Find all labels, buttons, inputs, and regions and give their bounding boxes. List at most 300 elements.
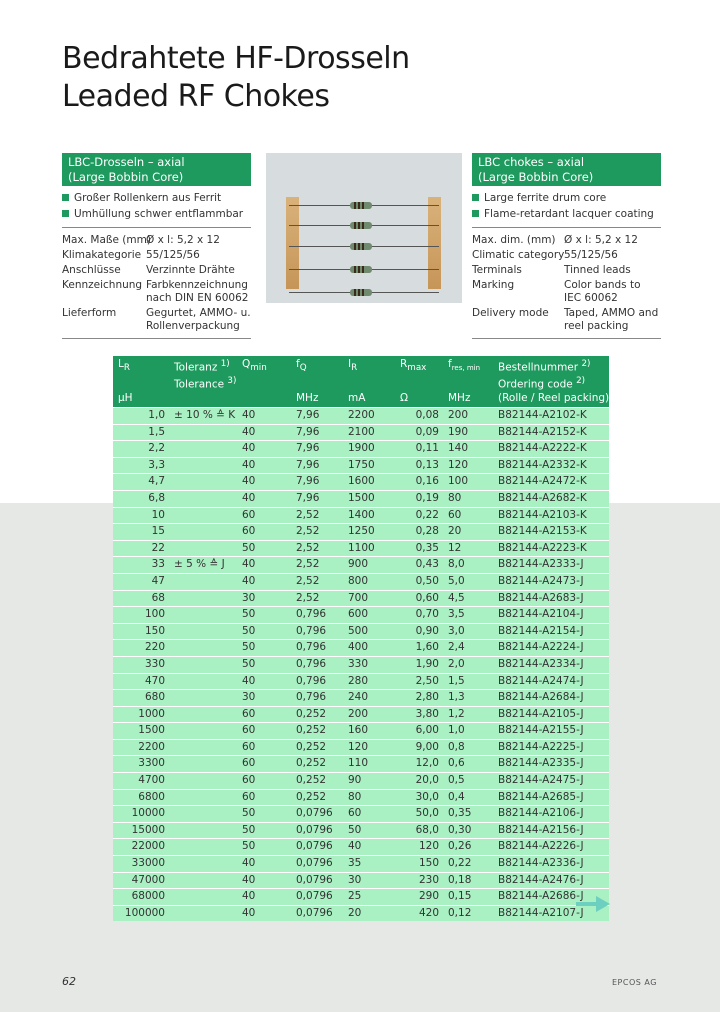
cell-qmin: 30 xyxy=(237,690,291,707)
table-row xyxy=(113,573,609,590)
cell-tolerance xyxy=(169,723,237,740)
title-english: Leaded RF Chokes xyxy=(62,79,330,114)
cell-ordering-code: B82144-A2102-K xyxy=(493,408,609,425)
cell-inductance: 68 xyxy=(113,590,169,607)
cell-ir: 800 xyxy=(343,573,395,590)
cell-rmax: 9,00 xyxy=(395,739,443,756)
cell-fq: 0,252 xyxy=(291,789,343,806)
cell-fres: 1,3 xyxy=(443,690,493,707)
cell-tolerance xyxy=(169,789,237,806)
cell-fq: 7,96 xyxy=(291,424,343,441)
unit-inductance: µH xyxy=(113,391,169,408)
cell-fq: 2,52 xyxy=(291,507,343,524)
page-title xyxy=(62,40,410,116)
table-row xyxy=(113,789,609,806)
cell-rmax: 0,11 xyxy=(395,441,443,458)
cell-tolerance xyxy=(169,640,237,657)
cell-fres: 12 xyxy=(443,540,493,557)
right-bullet-1: Large ferrite drum core xyxy=(472,190,606,206)
cell-rmax: 0,28 xyxy=(395,524,443,541)
unit-fq: MHz xyxy=(291,391,343,408)
cell-fq: 0,796 xyxy=(291,607,343,624)
cell-fres: 2,0 xyxy=(443,656,493,673)
cell-qmin: 40 xyxy=(237,872,291,889)
cell-inductance: 47000 xyxy=(113,872,169,889)
cell-ordering-code: B82144-A2224-J xyxy=(493,640,609,657)
cell-inductance: 47 xyxy=(113,573,169,590)
cell-fq: 0,796 xyxy=(291,656,343,673)
cell-fq: 0,252 xyxy=(291,706,343,723)
cell-fq: 7,96 xyxy=(291,490,343,507)
cell-fq: 0,0796 xyxy=(291,822,343,839)
cell-inductance: 10000 xyxy=(113,806,169,823)
header-ordering-code: Bestellnummer $^{2)}$ Ordering code $^{2)}$ xyxy=(493,356,609,391)
cell-rmax: 1,90 xyxy=(395,656,443,673)
table-row xyxy=(113,690,609,707)
cell-qmin: 30 xyxy=(237,590,291,607)
right-divider-bottom xyxy=(472,338,661,339)
cell-ordering-code: B82144-A2685-J xyxy=(493,789,609,806)
table-row xyxy=(113,723,609,740)
cell-inductance: 10 xyxy=(113,507,169,524)
cell-ir: 1250 xyxy=(343,524,395,541)
table-row xyxy=(113,474,609,491)
tape-strip-left xyxy=(286,197,299,289)
table-row xyxy=(113,557,609,574)
cell-ir: 35 xyxy=(343,856,395,873)
cell-ordering-code: B82144-A2332-K xyxy=(493,457,609,474)
cell-rmax: 1,60 xyxy=(395,640,443,657)
cell-ordering-code: B82144-A2686-J xyxy=(493,889,609,906)
cell-qmin: 50 xyxy=(237,839,291,856)
cell-fq: 7,96 xyxy=(291,457,343,474)
page-number: 62 xyxy=(62,975,76,988)
cell-ir: 200 xyxy=(343,706,395,723)
table-row xyxy=(113,872,609,889)
cell-qmin: 50 xyxy=(237,607,291,624)
cell-tolerance xyxy=(169,573,237,590)
bullet-square-icon xyxy=(62,210,69,217)
table-row xyxy=(113,457,609,474)
cell-ordering-code: B82144-A2475-J xyxy=(493,773,609,790)
cell-ordering-code: B82144-A2476-J xyxy=(493,872,609,889)
cell-qmin: 60 xyxy=(237,739,291,756)
header-fq: $f_Q$ xyxy=(291,356,343,391)
cell-fres: 3,5 xyxy=(443,607,493,624)
cell-rmax: 0,09 xyxy=(395,424,443,441)
tape-strip-right xyxy=(428,197,441,289)
cell-tolerance: ± 10 % ≙ K xyxy=(169,408,237,425)
cell-qmin: 40 xyxy=(237,557,291,574)
cell-inductance: 1,0 xyxy=(113,408,169,425)
cell-qmin: 40 xyxy=(237,889,291,906)
table-row xyxy=(113,905,609,921)
cell-fres: 190 xyxy=(443,424,493,441)
cell-inductance: 6,8 xyxy=(113,490,169,507)
cell-inductance: 33000 xyxy=(113,856,169,873)
right-divider-top xyxy=(472,227,661,228)
cell-tolerance xyxy=(169,540,237,557)
header-fres: $f_{res, min}$ xyxy=(443,356,493,391)
cell-fres: 0,26 xyxy=(443,839,493,856)
cell-fq: 2,52 xyxy=(291,590,343,607)
cell-ir: 1100 xyxy=(343,540,395,557)
cell-tolerance xyxy=(169,673,237,690)
cell-inductance: 3,3 xyxy=(113,457,169,474)
unit-ir: mA xyxy=(343,391,395,408)
cell-ir: 700 xyxy=(343,590,395,607)
cell-rmax: 0,70 xyxy=(395,607,443,624)
cell-inductance: 22 xyxy=(113,540,169,557)
table-row xyxy=(113,524,609,541)
cell-qmin: 60 xyxy=(237,789,291,806)
cell-ordering-code: B82144-A2472-K xyxy=(493,474,609,491)
choke-component xyxy=(350,289,372,296)
cell-tolerance xyxy=(169,507,237,524)
cell-rmax: 12,0 xyxy=(395,756,443,773)
cell-tolerance xyxy=(169,690,237,707)
cell-fres: 60 xyxy=(443,507,493,524)
table-row xyxy=(113,673,609,690)
cell-qmin: 50 xyxy=(237,822,291,839)
cell-ordering-code: B82144-A2684-J xyxy=(493,690,609,707)
cell-fq: 2,52 xyxy=(291,540,343,557)
cell-fq: 0,0796 xyxy=(291,905,343,921)
header-rmax: $R_{max}$ xyxy=(395,356,443,391)
cell-qmin: 50 xyxy=(237,806,291,823)
choke-component xyxy=(350,222,372,229)
table-row xyxy=(113,540,609,557)
cell-qmin: 40 xyxy=(237,673,291,690)
cell-tolerance xyxy=(169,756,237,773)
cell-fres: 0,30 xyxy=(443,822,493,839)
cell-rmax: 2,50 xyxy=(395,673,443,690)
next-page-arrow-icon xyxy=(576,896,610,912)
cell-ir: 30 xyxy=(343,872,395,889)
cell-tolerance xyxy=(169,872,237,889)
cell-ir: 90 xyxy=(343,773,395,790)
header-qmin: $Q_{min}$ xyxy=(237,356,291,408)
cell-fres: 140 xyxy=(443,441,493,458)
cell-qmin: 40 xyxy=(237,573,291,590)
cell-ir: 160 xyxy=(343,723,395,740)
cell-ir: 2100 xyxy=(343,424,395,441)
cell-tolerance xyxy=(169,457,237,474)
right-bullet-2: Flame-retardant lacquer coating xyxy=(472,206,654,222)
cell-fres: 3,0 xyxy=(443,623,493,640)
cell-fq: 2,52 xyxy=(291,557,343,574)
cell-rmax: 68,0 xyxy=(395,822,443,839)
cell-ordering-code: B82144-A2333-J xyxy=(493,557,609,574)
cell-ir: 110 xyxy=(343,756,395,773)
cell-tolerance xyxy=(169,474,237,491)
table-row xyxy=(113,889,609,906)
table-row xyxy=(113,706,609,723)
header-inductance: $L_R$ xyxy=(113,356,169,391)
cell-ordering-code: B82144-A2154-J xyxy=(493,623,609,640)
cell-qmin: 40 xyxy=(237,441,291,458)
cell-ordering-code: B82144-A2334-J xyxy=(493,656,609,673)
cell-qmin: 40 xyxy=(237,408,291,425)
cell-ir: 600 xyxy=(343,607,395,624)
cell-fq: 0,252 xyxy=(291,739,343,756)
cell-tolerance xyxy=(169,441,237,458)
cell-ordering-code: B82144-A2222-K xyxy=(493,441,609,458)
cell-inductance: 2200 xyxy=(113,739,169,756)
cell-inductance: 100 xyxy=(113,607,169,624)
cell-fq: 0,252 xyxy=(291,756,343,773)
cell-tolerance xyxy=(169,623,237,640)
table-row xyxy=(113,822,609,839)
cell-fres: 4,5 xyxy=(443,590,493,607)
cell-qmin: 50 xyxy=(237,540,291,557)
title-german: Bedrahtete HF-Drosseln xyxy=(62,41,410,76)
cell-rmax: 0,22 xyxy=(395,507,443,524)
cell-fq: 0,252 xyxy=(291,723,343,740)
cell-fres: 120 xyxy=(443,457,493,474)
cell-fres: 0,4 xyxy=(443,789,493,806)
left-divider-top xyxy=(62,227,251,228)
unit-fres: MHz xyxy=(443,391,493,408)
cell-rmax: 6,00 xyxy=(395,723,443,740)
cell-qmin: 60 xyxy=(237,524,291,541)
header-tolerance: Toleranz $^{1)}$ Tolerance $^{3)}$ xyxy=(169,356,237,408)
table-row xyxy=(113,490,609,507)
cell-tolerance xyxy=(169,739,237,756)
left-bullet-1: Großer Rollenkern aus Ferrit xyxy=(62,190,221,206)
cell-fres: 0,35 xyxy=(443,806,493,823)
product-photo xyxy=(266,153,462,303)
cell-tolerance xyxy=(169,889,237,906)
cell-fres: 20 xyxy=(443,524,493,541)
cell-fq: 7,96 xyxy=(291,441,343,458)
table-row xyxy=(113,640,609,657)
cell-rmax: 30,0 xyxy=(395,789,443,806)
cell-fq: 0,0796 xyxy=(291,872,343,889)
table-row xyxy=(113,756,609,773)
cell-ordering-code: B82144-A2473-J xyxy=(493,573,609,590)
header-ir: $I_R$ xyxy=(343,356,395,391)
table-row xyxy=(113,607,609,624)
cell-ir: 400 xyxy=(343,640,395,657)
cell-qmin: 60 xyxy=(237,507,291,524)
cell-rmax: 230 xyxy=(395,872,443,889)
cell-qmin: 40 xyxy=(237,856,291,873)
cell-tolerance xyxy=(169,856,237,873)
cell-inductance: 4700 xyxy=(113,773,169,790)
table-row xyxy=(113,839,609,856)
cell-fres: 8,0 xyxy=(443,557,493,574)
cell-inductance: 4,7 xyxy=(113,474,169,491)
cell-inductance: 33 xyxy=(113,557,169,574)
cell-ordering-code: B82144-A2153-K xyxy=(493,524,609,541)
cell-ir: 1750 xyxy=(343,457,395,474)
cell-ir: 500 xyxy=(343,623,395,640)
cell-inductance: 15000 xyxy=(113,822,169,839)
cell-ordering-code: B82144-A2683-J xyxy=(493,590,609,607)
cell-inductance: 6800 xyxy=(113,789,169,806)
cell-tolerance xyxy=(169,524,237,541)
packing-note: (Rolle / Reel packing) xyxy=(493,391,609,408)
cell-ir: 20 xyxy=(343,905,395,921)
cell-qmin: 40 xyxy=(237,905,291,921)
cell-inductance: 470 xyxy=(113,673,169,690)
cell-fq: 0,796 xyxy=(291,623,343,640)
cell-ir: 60 xyxy=(343,806,395,823)
cell-rmax: 0,35 xyxy=(395,540,443,557)
choke-component xyxy=(350,266,372,273)
brand-footer: EPCOS AG xyxy=(612,978,657,987)
cell-fq: 0,0796 xyxy=(291,856,343,873)
cell-qmin: 60 xyxy=(237,773,291,790)
table-row xyxy=(113,806,609,823)
left-divider-bottom xyxy=(62,338,251,339)
chokes-table xyxy=(113,356,609,921)
cell-ordering-code: B82144-A2223-K xyxy=(493,540,609,557)
cell-fq: 2,52 xyxy=(291,573,343,590)
cell-ir: 40 xyxy=(343,839,395,856)
cell-rmax: 3,80 xyxy=(395,706,443,723)
cell-qmin: 40 xyxy=(237,474,291,491)
cell-fq: 0,0796 xyxy=(291,889,343,906)
cell-fres: 1,0 xyxy=(443,723,493,740)
cell-ordering-code: B82144-A2474-J xyxy=(493,673,609,690)
table-row xyxy=(113,856,609,873)
cell-qmin: 40 xyxy=(237,490,291,507)
cell-fq: 0,0796 xyxy=(291,806,343,823)
cell-inductance: 330 xyxy=(113,656,169,673)
cell-qmin: 50 xyxy=(237,656,291,673)
cell-inductance: 100000 xyxy=(113,905,169,921)
cell-ordering-code: B82144-A2156-J xyxy=(493,822,609,839)
cell-inductance: 15 xyxy=(113,524,169,541)
cell-inductance: 1500 xyxy=(113,723,169,740)
cell-rmax: 120 xyxy=(395,839,443,856)
cell-fq: 2,52 xyxy=(291,524,343,541)
cell-ordering-code: B82144-A2155-J xyxy=(493,723,609,740)
cell-fres: 0,5 xyxy=(443,773,493,790)
table-row xyxy=(113,408,609,425)
cell-inductance: 68000 xyxy=(113,889,169,906)
cell-inductance: 150 xyxy=(113,623,169,640)
cell-ordering-code: B82144-A2103-K xyxy=(493,507,609,524)
cell-inductance: 22000 xyxy=(113,839,169,856)
cell-rmax: 50,0 xyxy=(395,806,443,823)
cell-ir: 240 xyxy=(343,690,395,707)
cell-rmax: 20,0 xyxy=(395,773,443,790)
cell-ordering-code: B82144-A2105-J xyxy=(493,706,609,723)
cell-tolerance xyxy=(169,490,237,507)
cell-fres: 0,6 xyxy=(443,756,493,773)
cell-inductance: 3300 xyxy=(113,756,169,773)
cell-ordering-code: B82144-A2335-J xyxy=(493,756,609,773)
cell-fq: 0,796 xyxy=(291,640,343,657)
cell-fres: 5,0 xyxy=(443,573,493,590)
cell-ordering-code: B82144-A2336-J xyxy=(493,856,609,873)
cell-tolerance xyxy=(169,806,237,823)
cell-inductance: 1000 xyxy=(113,706,169,723)
bullet-square-icon xyxy=(472,210,479,217)
cell-fres: 1,5 xyxy=(443,673,493,690)
cell-qmin: 40 xyxy=(237,424,291,441)
cell-qmin: 60 xyxy=(237,706,291,723)
choke-component xyxy=(350,243,372,250)
cell-tolerance xyxy=(169,905,237,921)
cell-tolerance xyxy=(169,706,237,723)
cell-rmax: 0,50 xyxy=(395,573,443,590)
cell-tolerance xyxy=(169,590,237,607)
cell-fq: 0,796 xyxy=(291,690,343,707)
cell-ir: 330 xyxy=(343,656,395,673)
cell-fres: 0,12 xyxy=(443,905,493,921)
cell-fres: 0,8 xyxy=(443,739,493,756)
cell-ir: 80 xyxy=(343,789,395,806)
cell-ordering-code: B82144-A2104-J xyxy=(493,607,609,624)
cell-rmax: 0,16 xyxy=(395,474,443,491)
table-row xyxy=(113,441,609,458)
table-row xyxy=(113,739,609,756)
cell-fres: 0,22 xyxy=(443,856,493,873)
cell-qmin: 60 xyxy=(237,756,291,773)
cell-ordering-code: B82144-A2152-K xyxy=(493,424,609,441)
left-box-heading: LBC-Drosseln – axial (Large Bobbin Core) xyxy=(62,153,251,186)
cell-ir: 50 xyxy=(343,822,395,839)
cell-ordering-code: B82144-A2682-K xyxy=(493,490,609,507)
cell-tolerance: ± 5 % ≙ J xyxy=(169,557,237,574)
bullet-square-icon xyxy=(62,194,69,201)
unit-rmax: Ω xyxy=(395,391,443,408)
cell-ir: 900 xyxy=(343,557,395,574)
table-row xyxy=(113,773,609,790)
cell-tolerance xyxy=(169,607,237,624)
cell-ordering-code: B82144-A2226-J xyxy=(493,839,609,856)
right-box-heading: LBC chokes – axial (Large Bobbin Core) xyxy=(472,153,661,186)
cell-qmin: 50 xyxy=(237,623,291,640)
cell-qmin: 40 xyxy=(237,457,291,474)
cell-ir: 1400 xyxy=(343,507,395,524)
table-row xyxy=(113,656,609,673)
cell-ir: 1900 xyxy=(343,441,395,458)
cell-fres: 2,4 xyxy=(443,640,493,657)
table-row xyxy=(113,507,609,524)
cell-ordering-code: B82144-A2107-J xyxy=(493,905,609,921)
left-bullet-2: Umhüllung schwer entflammbar xyxy=(62,206,243,222)
cell-fq: 0,796 xyxy=(291,673,343,690)
choke-component xyxy=(350,202,372,209)
table-row xyxy=(113,623,609,640)
cell-rmax: 420 xyxy=(395,905,443,921)
cell-inductance: 1,5 xyxy=(113,424,169,441)
cell-ordering-code: B82144-A2225-J xyxy=(493,739,609,756)
cell-qmin: 50 xyxy=(237,640,291,657)
cell-fq: 0,252 xyxy=(291,773,343,790)
cell-fres: 0,18 xyxy=(443,872,493,889)
cell-tolerance xyxy=(169,822,237,839)
cell-fq: 7,96 xyxy=(291,474,343,491)
cell-rmax: 150 xyxy=(395,856,443,873)
cell-tolerance xyxy=(169,424,237,441)
cell-ir: 280 xyxy=(343,673,395,690)
cell-inductance: 2,2 xyxy=(113,441,169,458)
cell-tolerance xyxy=(169,656,237,673)
cell-fres: 1,2 xyxy=(443,706,493,723)
cell-rmax: 0,43 xyxy=(395,557,443,574)
cell-qmin: 60 xyxy=(237,723,291,740)
cell-ordering-code: B82144-A2106-J xyxy=(493,806,609,823)
cell-fq: 0,0796 xyxy=(291,839,343,856)
cell-fres: 200 xyxy=(443,408,493,425)
cell-inductance: 680 xyxy=(113,690,169,707)
